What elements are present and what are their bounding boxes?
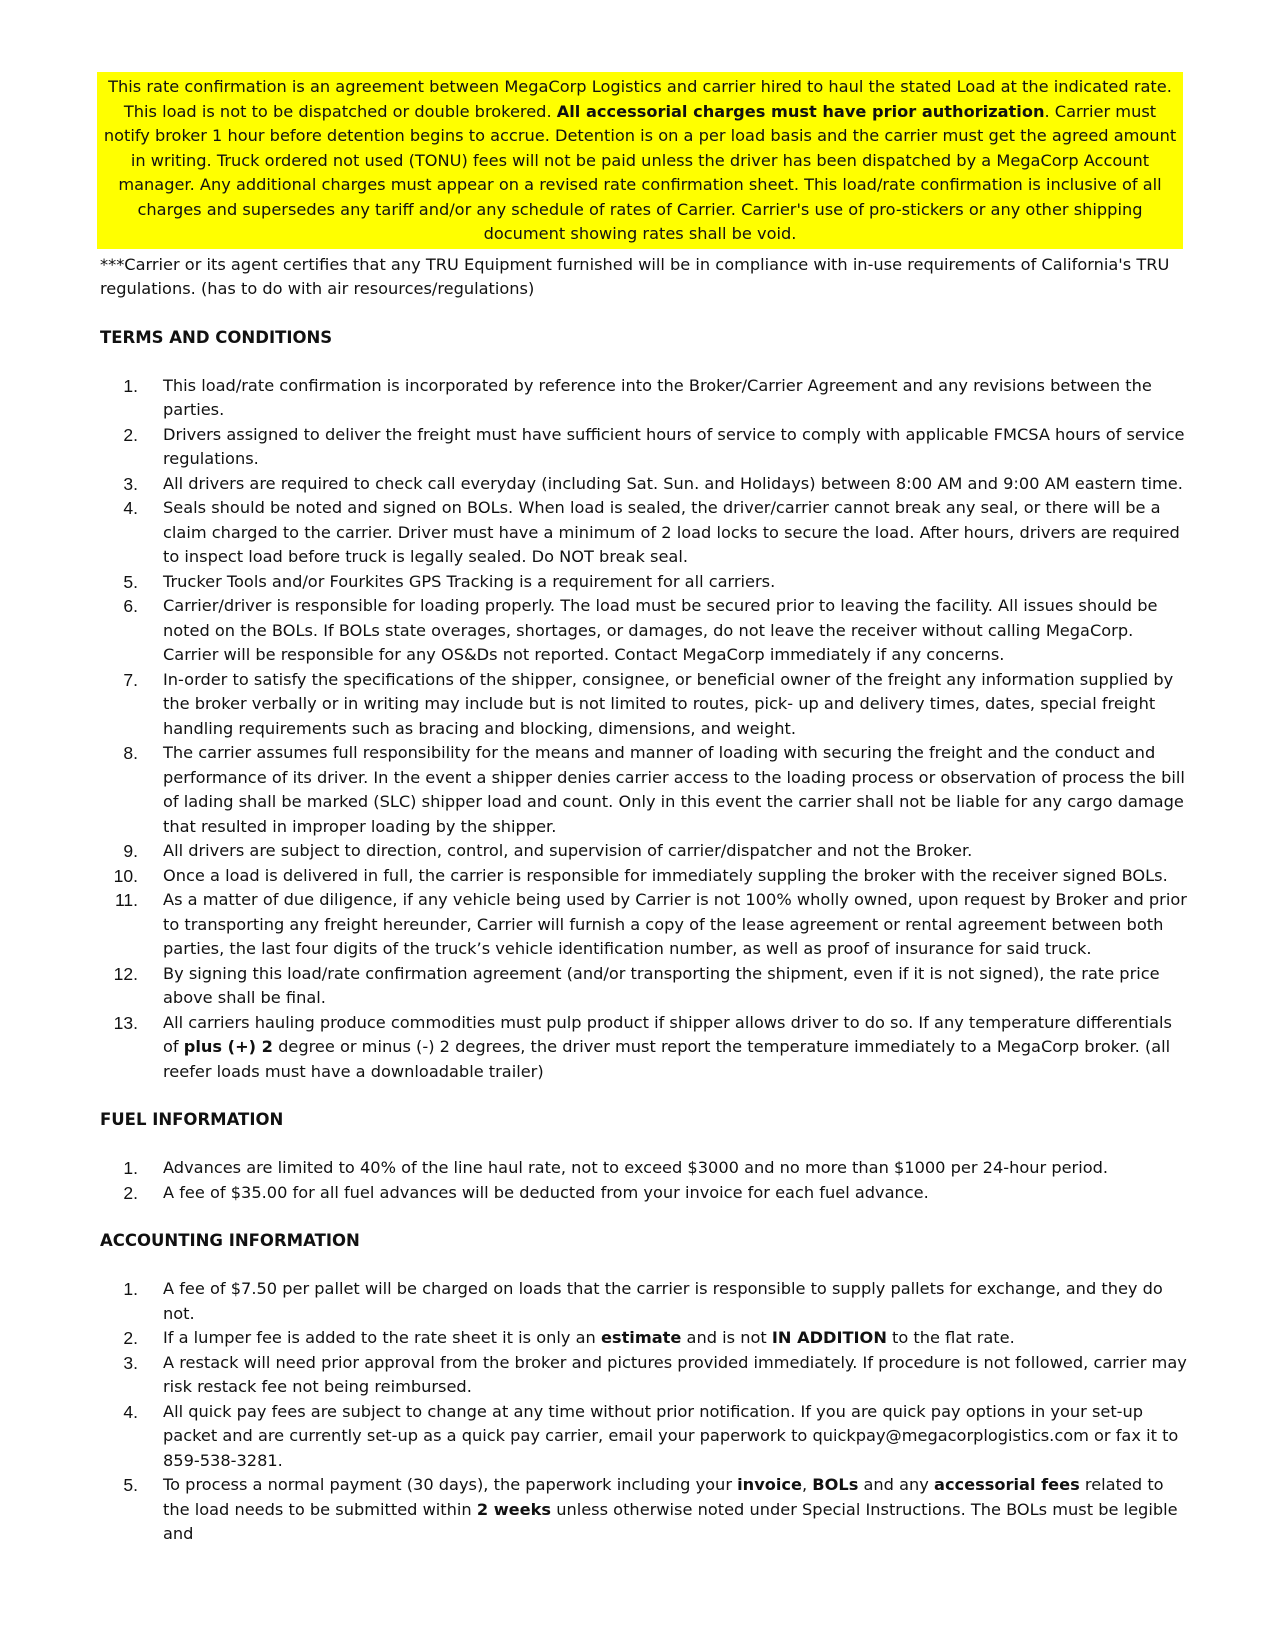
accounting-heading: ACCOUNTING INFORMATION <box>100 1231 360 1250</box>
rate-confirmation-notice <box>97 72 1183 249</box>
list-item: 3. A restack will need prior approval from the broker and pictures provided immediately. If procedure is not followed, carrier may risk restack fee not being reimbursed. <box>123 1352 1187 1396</box>
list-item: 4. All quick pay fees are subject to change at any time without prior notification. If you are quick pay options in your set-up packet and are currently set-up as a quick pay carrier, email your paperwork to quickpay@megacorplogistics.com or fax it to 859-538-3281. <box>123 1401 1179 1470</box>
list-item: 1. This load/rate confirmation is incorporated by reference into the Broker/Carrier Agreement and any revisions between the parties. <box>123 375 1152 419</box>
list-item: 8. The carrier assumes full responsibility for the means and manner of loading with securing the freight and the conduct and performance of its driver. In the event a shipper denies carrier access to the loading process or observation of process the bill of lading shall be marked (SLC) shipper load and count. Only in this event the carrier shall not be liable for any cargo damage that resulted in improper loading by the shipper. <box>123 743 1185 836</box>
fuel-heading: FUEL INFORMATION <box>100 1110 284 1129</box>
fuel-list <box>100 1156 1188 1205</box>
list-item: 1. A fee of $7.50 per pallet will be charged on loads that the carrier is responsible to supply pallets for exchange, and they do not. <box>123 1279 1163 1323</box>
document-page <box>100 72 1188 1547</box>
list-item: 6. Carrier/driver is responsible for loading properly. The load must be secured prior to leaving the facility. All issues should be noted on the BOLs. If BOLs state overages, shortages, or damages, do not leave the receiver without calling MegaCorp. Carrier will be responsible for any OS&Ds not reported. Contact MegaCorp immediately if any concerns. <box>123 596 1158 664</box>
list-item: 2. Drivers assigned to deliver the freight must have sufficient hours of service to comply with applicable FMCSA hours of service regulations. <box>123 424 1185 468</box>
list-item: 2. If a lumper fee is added to the rate sheet it is only an estimate and is not IN ADDITION to the flat rate. <box>123 1328 1015 1348</box>
list-item: 2. A fee of $35.00 for all fuel advances will be deducted from your invoice for each fuel advance. <box>123 1182 929 1203</box>
list-item: 3. All drivers are required to check call everyday (including Sat. Sun. and Holidays) between 8:00 AM and 9:00 AM eastern time. <box>123 473 1183 494</box>
list-item: 12. By signing this load/rate confirmation agreement (and/or transporting the shipment, even if it is not signed), the rate price above shall be final. <box>113 963 1160 1007</box>
list-item: 5. Trucker Tools and/or Fourkites GPS Tracking is a requirement for all carriers. <box>123 571 776 592</box>
tru-certification-note: ***Carrier or its agent certifies that any TRU Equipment furnished will be in compliance with in-use requirements of California's TRU regulations. (has to do with air resources/regulations) <box>100 254 1170 298</box>
notice-bold-text: All accessorial charges must have prior authorization <box>556 101 1045 121</box>
terms-heading: TERMS AND CONDITIONS <box>100 327 333 347</box>
terms-list <box>100 374 1188 1085</box>
list-item: 13. All carriers hauling produce commodities must pulp product if shipper allows driver to do so. If any temperature differentials of plus (+) 2 degree or minus (-) 2 degrees, the driver must report the temperature immediately to a MegaCorp broker. (all reefer loads must have a downloadable trailer) <box>113 1012 1172 1081</box>
notice-text: This rate confirmation is an agreement between MegaCorp Logistics and carrier hired to haul the stated Load at the indicated rate. This load is not to be dispatched or double brokered. <box>108 77 1172 121</box>
list-item: 4. Seals should be noted and signed on BOLs. When load is sealed, the driver/carrier cannot break any seal, or there will be a claim charged to the carrier. Driver must have a minimum of 2 load locks to secure the load. After hours, drivers are required to inspect load before truck is legally sealed. Do NOT break seal. <box>123 498 1180 566</box>
list-item: 9. All drivers are subject to direction, control, and supervision of carrier/dispatcher and not the Broker. <box>123 841 973 861</box>
list-item: 11. As a matter of due diligence, if any vehicle being used by Carrier is not 100% wholly owned, upon request by Broker and prior to transporting any freight hereunder, Carrier will furnish a copy of the lease agreement or rental agreement between both parties, the last four digits of the truck’s vehicle identification number, as well as proof of insurance for said truck. <box>114 890 1187 958</box>
list-item: 1. Advances are limited to 40% of the line haul rate, not to exceed $3000 and no more than $1000 per 24-hour period. <box>123 1158 1109 1178</box>
list-item: 7. In-order to satisfy the specifications of the shipper, consignee, or beneficial owner of the freight any information supplied by the broker verbally or in writing may include but is not limited to routes, pick- up and delivery times, dates, special freight handling requirements such as bracing and blocking, dimensions, and weight. <box>123 669 1174 738</box>
notice-text-continued: . Carrier must notify broker 1 hour before detention begins to accrue. Detention is on a per load basis and the carrier must get the agreed amount in writing. Truck ordered not used (TONU) fees will not be paid unless the driver has been dispatched by a MegaCorp Account manager. Any additional charges must appear on a revised rate confirmation sheet. This load/rate confirmation is inclusive of all charges and supersedes any tariff and/or any schedule of rates of Carrier. Carrier's use of pro-stickers or any other shipping document showing rates shall be void. <box>103 101 1177 243</box>
list-item: 10. Once a load is delivered in full, the carrier is responsible for immediately suppling the broker with the receiver signed BOLs. <box>113 865 1168 886</box>
list-item: 5. To process a normal payment (30 days), the paperwork including your invoice, BOLs and any accessorial fees related to the load needs to be submitted within 2 weeks unless otherwise noted under Special Instructions. The BOLs must be legible and <box>123 1475 1178 1543</box>
accounting-list <box>100 1277 1188 1547</box>
